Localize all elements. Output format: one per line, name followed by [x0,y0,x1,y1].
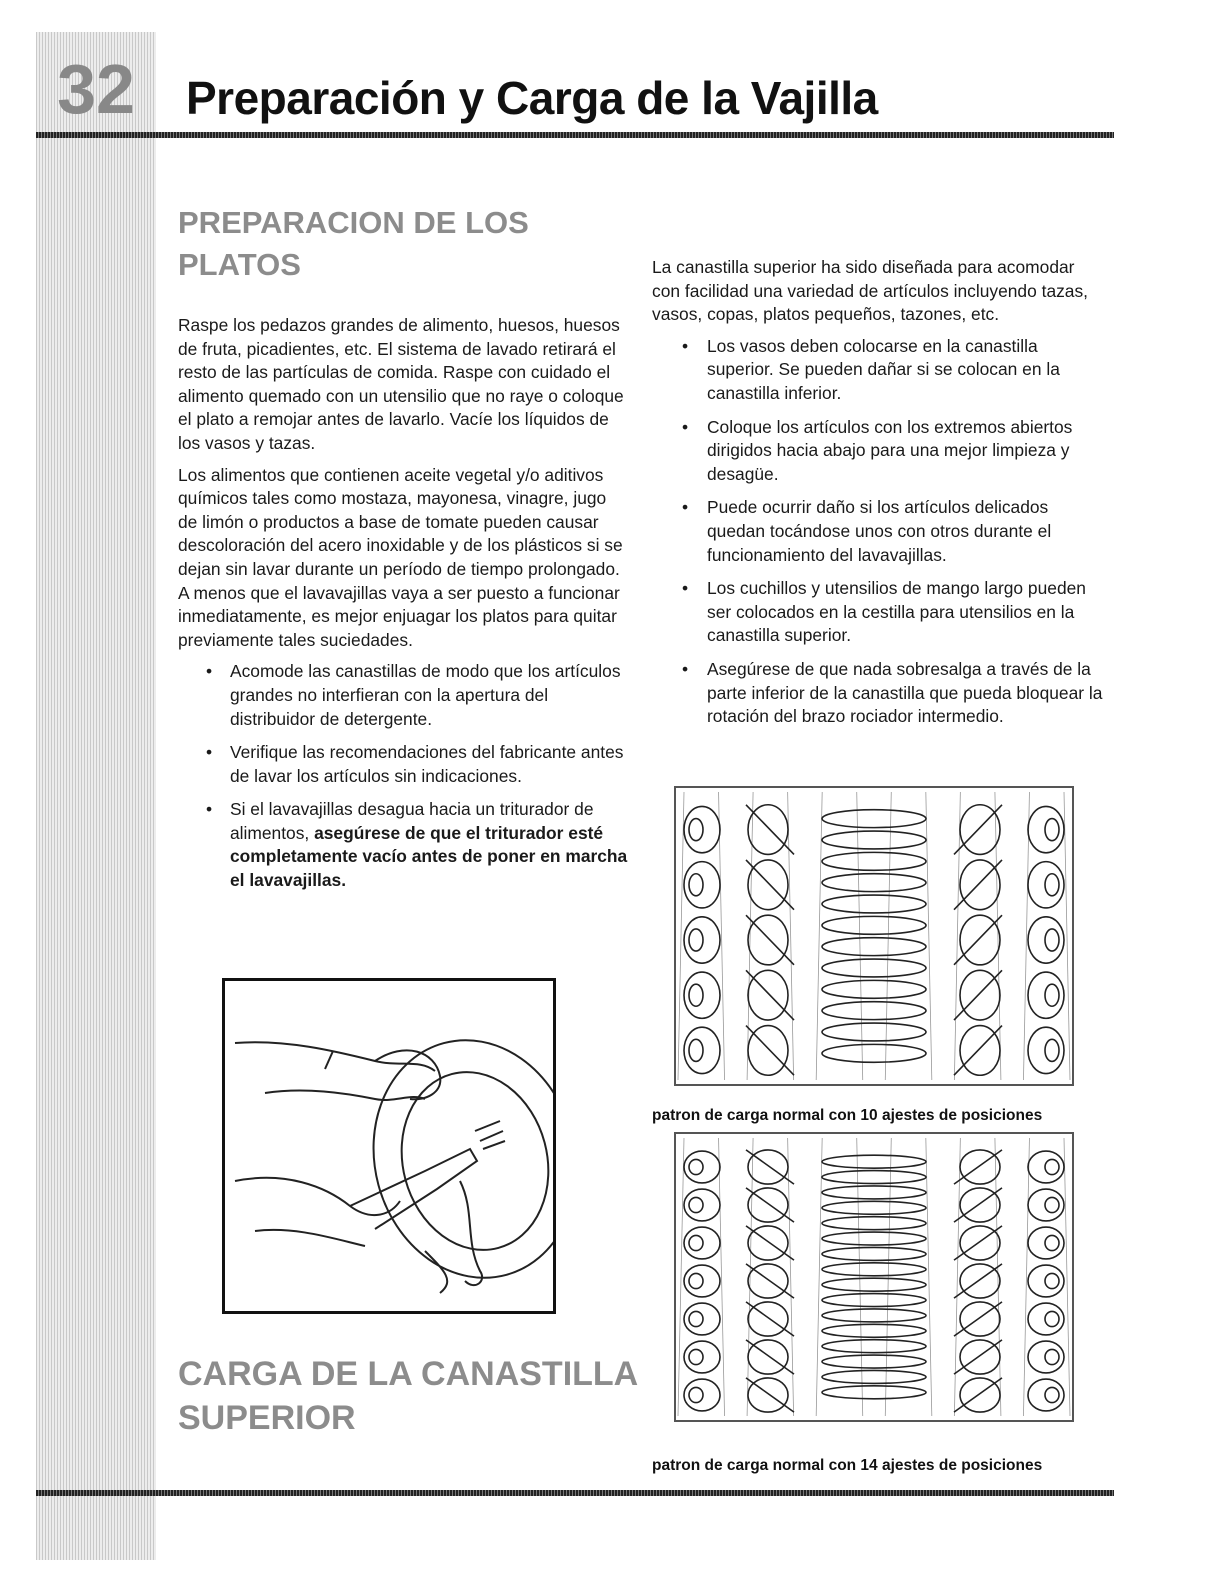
list-item [652,658,1104,729]
carga-intro: La canastilla superior ha sido diseñada para acomodar con facilidad una variedad de artículos incluyendo tazas, vasos, copas, platos pequeños, tazones, etc. [652,257,1089,325]
list-item [652,577,1104,648]
rack-10-place-settings-illustration [674,786,1074,1086]
page-title: Preparación y Carga de la Vajilla [186,72,878,124]
bullet-glyph: • [206,661,213,682]
section-heading-preparacion: PREPARACION DE LOS PLATOS [178,205,529,282]
figure-caption: patron de carga normal con 10 ajestes de posiciones [652,1107,1043,1124]
list-item [178,660,630,731]
section-heading-carga: CARGA DE LA CANASTILLA SUPERIOR [178,1355,637,1437]
bullet-text: Puede ocurrir daño si los artículos delicados quedan tocándose unos con otros durante el funcionamiento del lavavajillas. [707,497,1052,565]
carga-bullet-list [652,335,1104,729]
preparacion-bullet-list [178,660,630,892]
bullet-glyph: • [682,335,689,356]
bullet-text: Si el lavavajillas desagua hacia un triturador de alimentos, [230,799,594,843]
scraping-plate-illustration [222,978,556,1314]
preparacion-body [178,314,630,903]
rack-14-place-settings-illustration [674,1132,1074,1422]
bullet-text: Acomode las canastillas de modo que los artículos grandes no interfieran con la apertura del distribuidor de detergente. [230,661,621,729]
bullet-text: Verifique las recomendaciones del fabricante antes de lavar los artículos sin indicaciones. [230,742,624,786]
bullet-text: Asegúrese de que nada sobresalga a través de la parte inferior de la canastilla que pueda bloquear la rotación del brazo rociador intermedio. [707,658,1103,727]
bullet-glyph: • [682,658,689,679]
footer-rule [36,1490,1114,1496]
list-item [178,741,630,788]
carga-body [652,256,1104,739]
rack-drawing [676,1134,1072,1420]
bullet-glyph: • [206,799,213,820]
header-rule [36,132,1114,138]
list-item [652,335,1104,406]
bullet-text: Coloque los artículos con los extremos abiertos dirigidos hacia abajo para una mejor limpieza y desagüe. [707,416,1073,484]
preparacion-paragraph: Raspe los pedazos grandes de alimento, huesos, huesos de fruta, picadientes, etc. El sistema de lavado retirará el resto de las partículas de comida. Raspe con cuidado el alimento quemado con un utensilio que no raye o coloque el plato a remojar antes de lavarlo. Vacíe los líquidos de los vasos y tazas. [178,315,624,453]
bullet-glyph: • [682,416,689,437]
preparacion-paragraph: Los alimentos que contienen aceite vegetal y/o aditivos químicos tales como mostaza, mayonesa, vinagre, jugo de limón o productos a base de tomate pueden causar descoloración del acero inoxidable y de los plásticos si se dejan sin lavar durante un período de tiempo prolongado. A menos que el lavavajillas vaya a ser puesto a funcionar inmediatamente, es mejor enjuagar los platos para quitar previamente tales suciedades. [178,464,623,650]
bullet-glyph: • [682,578,689,599]
bullet-bold-text: asegúrese de que el triturador esté completamente vacío antes de poner en marcha el lavavajillas. [230,822,628,891]
bullet-glyph: • [206,742,213,763]
list-item [652,416,1104,487]
rack-drawing [676,788,1072,1084]
bullet-text: Los cuchillos y utensilios de mango largo pueden ser colocados en la cestilla para utensilios en la canastilla superior. [707,578,1086,646]
side-band [36,32,156,1560]
bullet-glyph: • [682,497,689,518]
figure-caption: patron de carga normal con 14 ajestes de posiciones [652,1457,1043,1474]
list-item [178,798,630,892]
scraping-plate-drawing [225,981,553,1311]
list-item [652,496,1104,567]
page-number: 32 [57,50,135,128]
bullet-text: Los vasos deben colocarse en la canastilla superior. Se pueden dañar si se colocan en la canastilla inferior. [707,335,1060,403]
